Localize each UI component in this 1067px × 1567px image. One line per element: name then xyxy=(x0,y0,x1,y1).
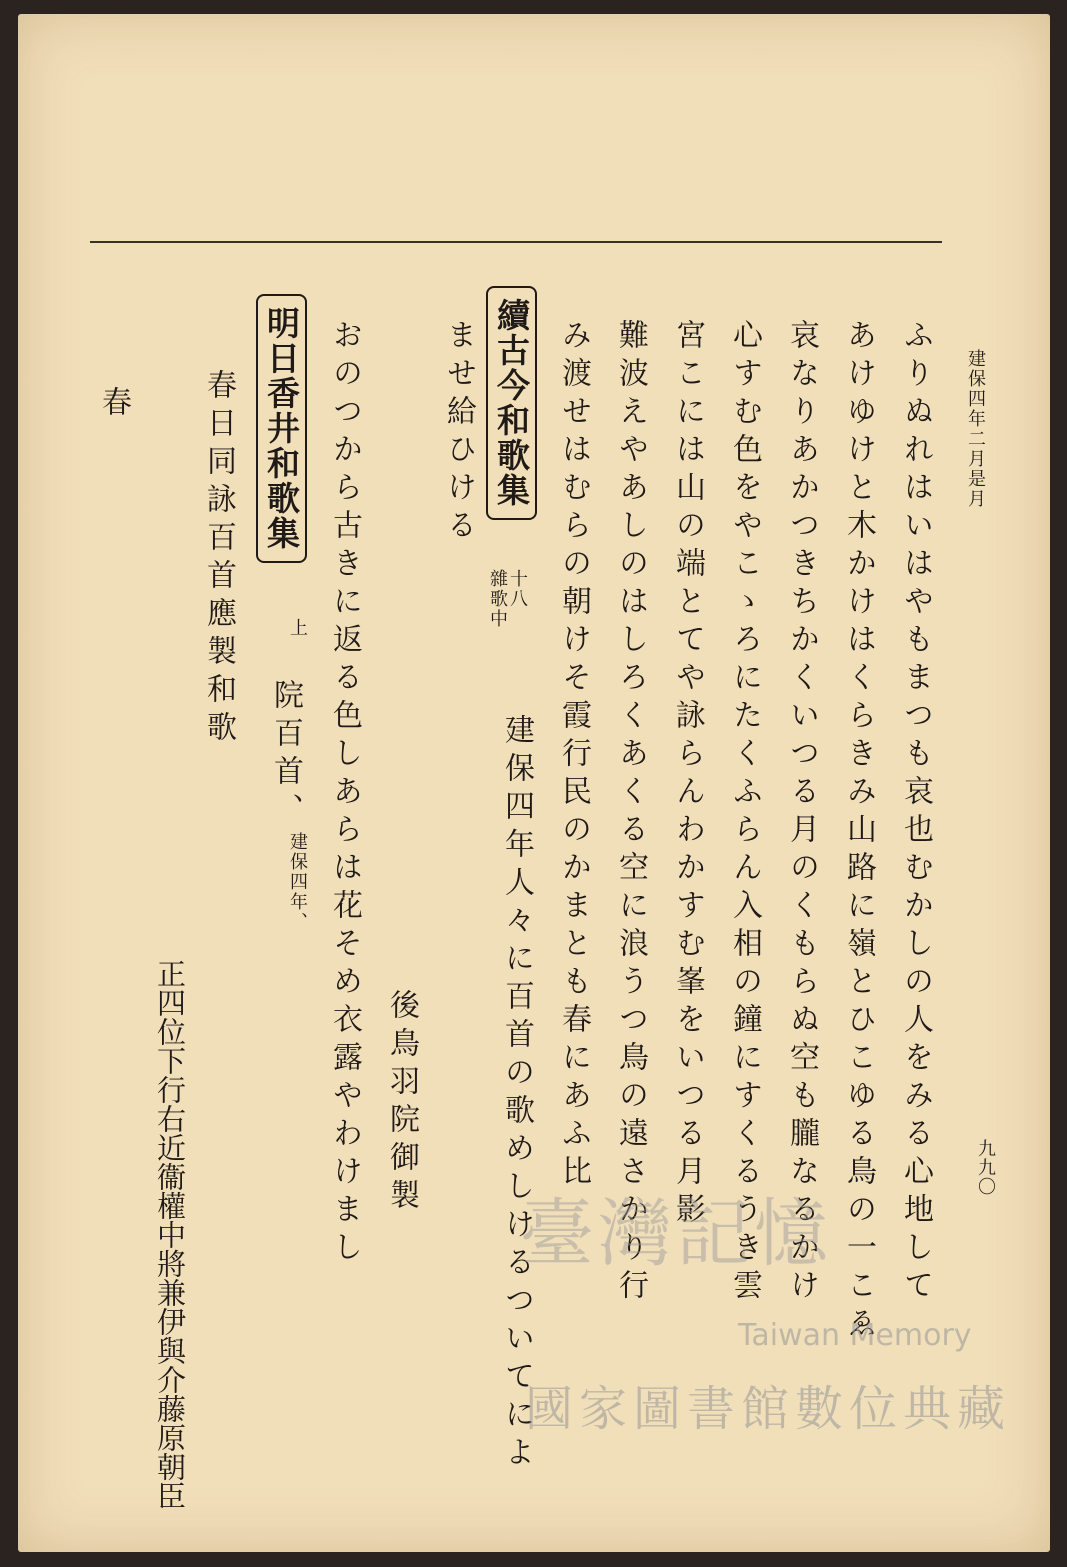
season-label: 春 xyxy=(96,386,131,424)
anthology-title-1: 續古今和歌集 xyxy=(486,286,537,520)
poem-column-2: あけゆけと木かけはくらきみ山路に嶺とひこゆる鳥の一こゑ xyxy=(841,319,876,1345)
poem-column-3: 哀なりあかつきちかくいつる月のくもらぬ空も朧なるかけ xyxy=(784,319,819,1307)
watermark-english: Taiwan Memory xyxy=(738,1318,972,1353)
preface-2: 春日同詠百首應製和歌 xyxy=(201,369,236,749)
poem-column-6: 難波えやあしのはしろくあくる空に浪うつ鳥の遠さかり行 xyxy=(613,319,648,1307)
continuation-line: ませ給ひける xyxy=(441,319,476,547)
anthology-text-1: 建保四年人々に百首の歌めしけるついてによ xyxy=(499,714,534,1474)
anthology-title-2: 明日香井和歌集 xyxy=(256,294,307,563)
watermark-chinese: 國家圖書館數位典藏 xyxy=(525,1381,1012,1437)
anthology-text-2a: 院百首、 xyxy=(268,679,303,831)
poem-column-5: 宮こには山の端とてや詠らんわかすむ峯をいつる月影 xyxy=(670,319,705,1231)
page-number: 九九〇 xyxy=(975,1139,996,1196)
anthology-note-bottom-1: 雜歌中 xyxy=(487,569,508,629)
poem-column-1: ふりぬれはいはやもまつも哀也むかしの人をみる心地して xyxy=(898,319,933,1307)
anthology-note-2: 上 xyxy=(287,618,308,638)
poem-2: おのつから古きに返る色しあらは花そめ衣露やわけまし xyxy=(327,319,362,1269)
poem-column-7: み渡せはむらの朝けそ霞行民のかまとも春にあふ比 xyxy=(556,319,591,1193)
horizontal-rule xyxy=(90,241,942,243)
header-note: 建保四年二月是月 xyxy=(965,349,986,509)
author-2: 正四位下行右近衞權中將兼伊與介藤原朝臣 xyxy=(153,959,187,1510)
poem-column-4: 心すむ色をやこゝろにたくふらん入相の鐘にすくるうき雲 xyxy=(727,319,762,1307)
anthology-note-top-1: 十八 xyxy=(507,569,528,609)
anthology-text-2b: 建保四年、 xyxy=(287,832,308,932)
watermark-logo: 臺灣記憶 xyxy=(520,1191,832,1277)
author-1: 後鳥羽院御製 xyxy=(384,989,419,1217)
